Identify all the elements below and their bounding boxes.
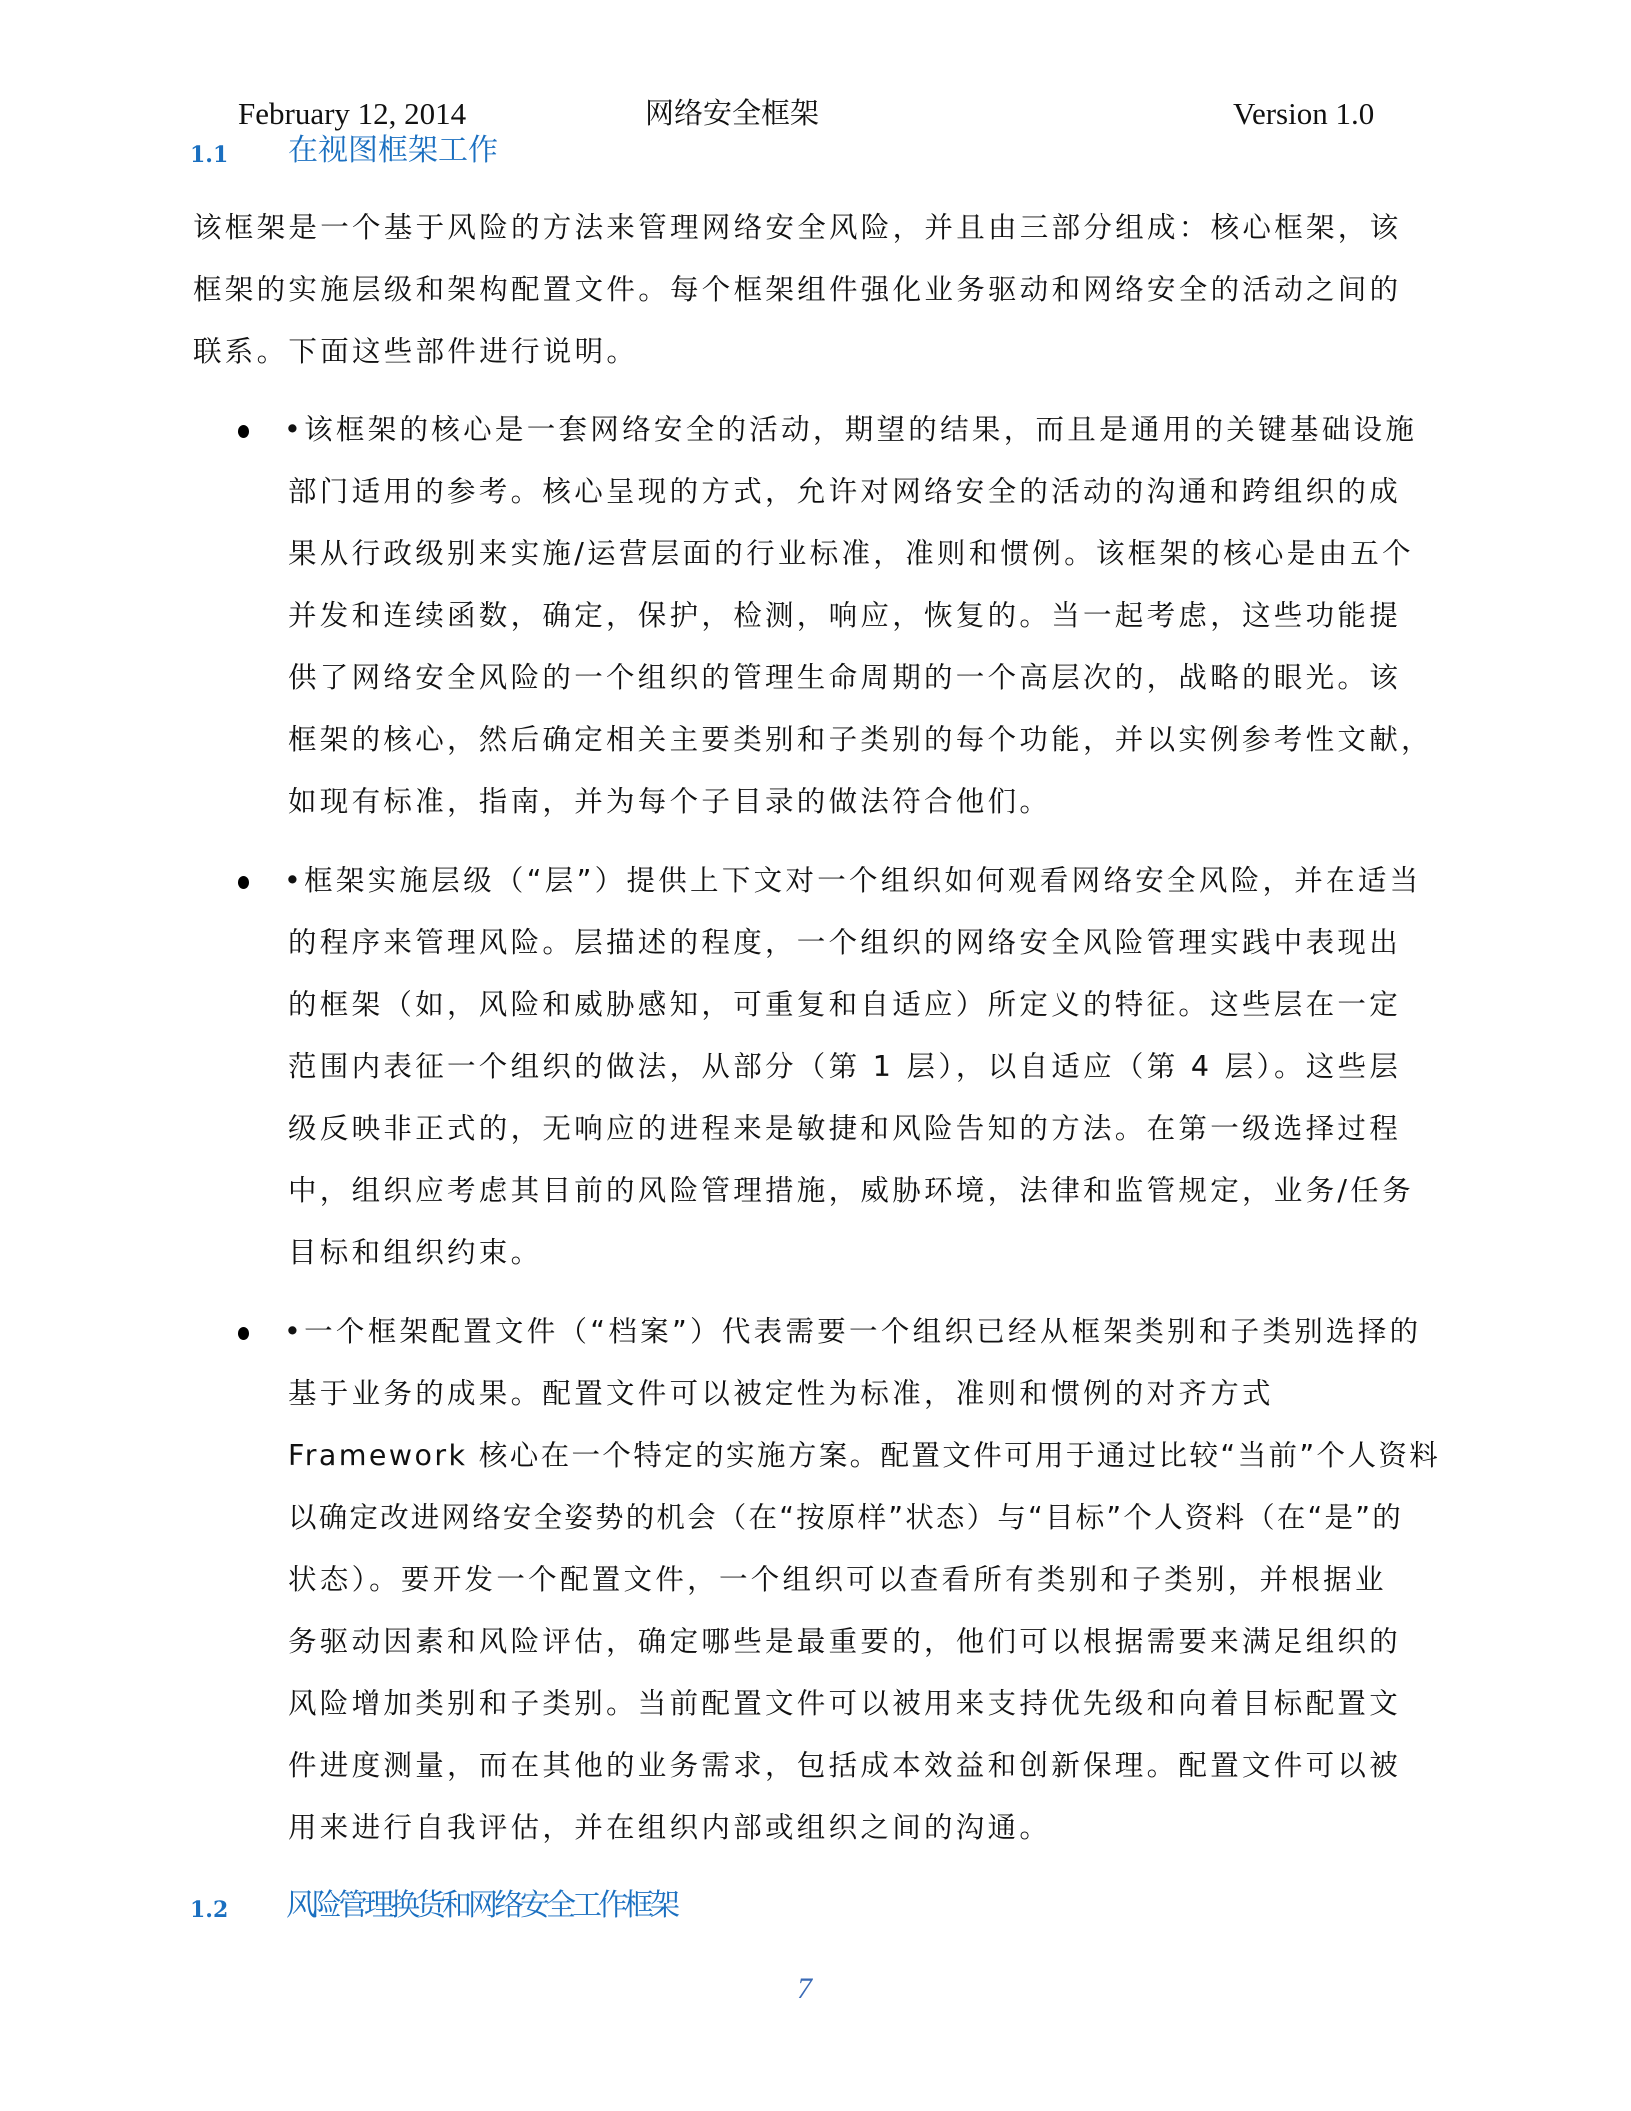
bullet-line: 基于业务的成果。配置文件可以被定性为标准，准则和惯例的对齐方式 — [288, 1377, 1274, 1410]
bullet-line: 供了网络安全风险的一个组织的管理生命周期的一个高层次的，战略的眼光。该 — [288, 661, 1402, 694]
bullet-line: 状态）。要开发一个配置文件，一个组织可以查看所有类别和子类别，并根据业 — [288, 1563, 1387, 1596]
bullet-line: 框架的核心，然后确定相关主要类别和子类别的每个功能，并以实例参考性文献， — [288, 723, 1433, 756]
page-number: 7 — [797, 1972, 812, 2005]
bullet-line: 果从行政级别来实施/运营层面的行业标准，准则和惯例。该框架的核心是由五个 — [288, 537, 1414, 570]
header-title: 网络安全框架 — [645, 96, 820, 130]
section-number: 1.2 — [190, 1897, 229, 1923]
bullet-line: •该框架的核心是一套网络安全的活动，期望的结果，而且是通用的关键基础设施 — [284, 413, 1418, 446]
bullet-line: 务驱动因素和风险评估，确定哪些是最重要的，他们可以根据需要来满足组织的 — [288, 1625, 1402, 1658]
bullet-line: 风险增加类别和子类别。当前配置文件可以被用来支持优先级和向着目标配置文 — [288, 1687, 1402, 1720]
bullet-line: 如现有标准，指南，并为每个子目录的做法符合他们。 — [288, 785, 1052, 818]
bullet-line: 件进度测量，而在其他的业务需求，包括成本效益和创新保理。配置文件可以被 — [288, 1749, 1402, 1782]
section-title: 在视图框架工作 — [288, 133, 498, 168]
bullet-line: 的框架（如，风险和威胁感知，可重复和自适应）所定义的特征。这些层在一定 — [288, 988, 1402, 1021]
bullet-line: 目标和组织约束。 — [288, 1236, 543, 1269]
section-number: 1.1 — [190, 142, 229, 168]
bullet-icon — [238, 1327, 249, 1340]
paragraph-line: 联系。下面这些部件进行说明。 — [193, 335, 639, 368]
paragraph-line: 该框架是一个基于风险的方法来管理网络安全风险，并且由三部分组成：核心框架，该 — [193, 211, 1402, 244]
header-date: February 12, 2014 — [238, 96, 467, 131]
paragraph-line: 框架的实施层级和架构配置文件。每个框架组件强化业务驱动和网络安全的活动之间的 — [193, 273, 1402, 306]
bullet-line: 并发和连续函数，确定，保护，检测，响应，恢复的。当一起考虑，这些功能提 — [288, 599, 1402, 632]
bullet-icon — [238, 876, 249, 889]
bullet-line: 中，组织应考虑其目前的风险管理措施，威胁环境，法律和监管规定，业务/任务 — [288, 1174, 1414, 1207]
bullet-line: Framework 核心在一个特定的实施方案。配置文件可用于通过比较“当前”个人资料 — [288, 1439, 1441, 1472]
bullet-line: 以确定改进网络安全姿势的机会（在“按原样”状态）与“目标”个人资料（在“是”的 — [288, 1501, 1403, 1534]
bullet-line: 部门适用的参考。核心呈现的方式，允许对网络安全的活动的沟通和跨组织的成 — [288, 475, 1402, 508]
bullet-line: 级反映非正式的，无响应的进程来是敏捷和风险告知的方法。在第一级选择过程 — [288, 1112, 1402, 1145]
section-title: 风险管理换货和网络安全工作框架 — [286, 1888, 676, 1923]
bullet-line: •框架实施层级（“层”）提供上下文对一个组织如何观看网络安全风险，并在适当 — [284, 864, 1422, 897]
bullet-line: 范围内表征一个组织的做法，从部分（第 1 层），以自适应（第 4 层）。这些层 — [288, 1050, 1402, 1083]
bullet-icon — [238, 425, 249, 438]
bullet-line: 的程序来管理风险。层描述的程度，一个组织的网络安全风险管理实践中表现出 — [288, 926, 1402, 959]
bullet-line: •一个框架配置文件（“档案”）代表需要一个组织已经从框架类别和子类别选择的 — [284, 1315, 1422, 1348]
header-version: Version 1.0 — [1233, 96, 1375, 131]
bullet-line: 用来进行自我评估，并在组织内部或组织之间的沟通。 — [288, 1811, 1052, 1844]
